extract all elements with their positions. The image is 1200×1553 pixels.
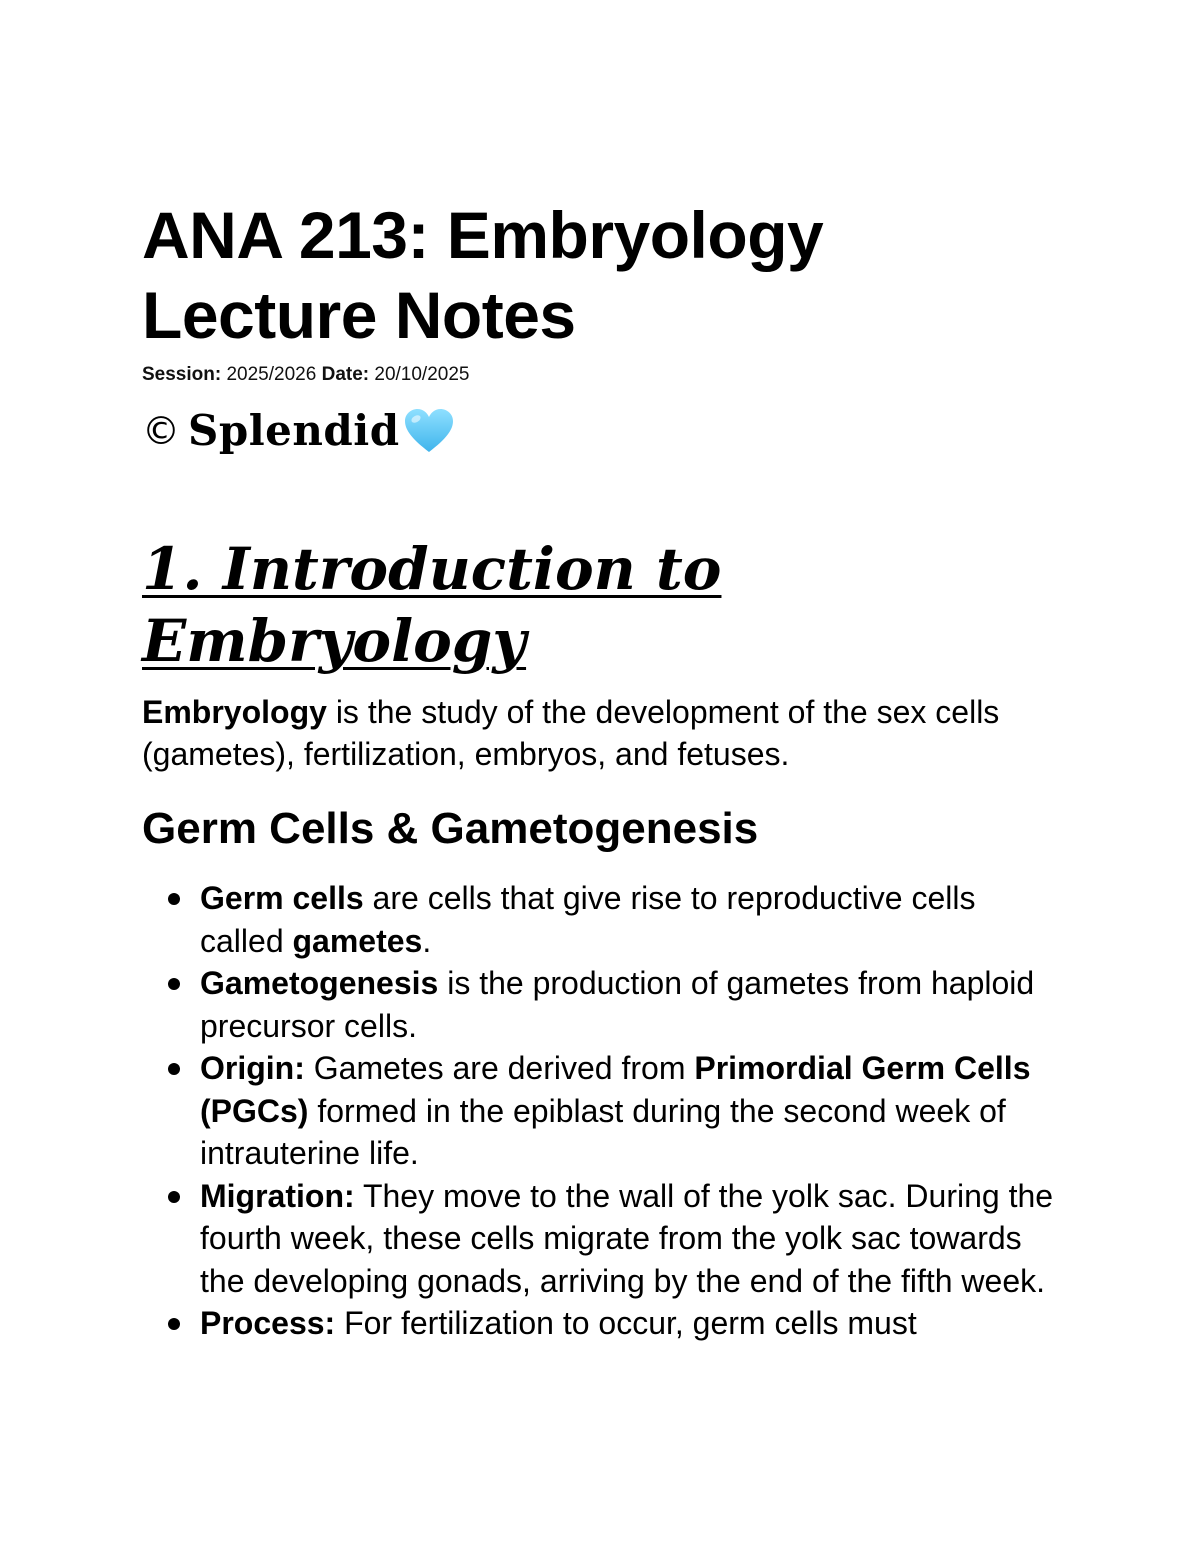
- list-item: [142, 962, 1060, 1047]
- list-item: [142, 1175, 1060, 1303]
- bullet-text: are cells that give rise to reproductive cells called: [200, 880, 976, 959]
- date-value: 20/10/2025: [374, 364, 470, 385]
- session-value: 2025/2026: [226, 364, 317, 385]
- bullet-text: They move to the wall of the yolk sac. During the fourth week, these cells migrate from the yolk sac towards the developing gonads, arriving by the end of the fifth week.: [200, 1177, 1054, 1299]
- bullet-text: For fertilization to occur, germ cells must: [335, 1305, 917, 1341]
- bullet-term: Process:: [200, 1305, 336, 1341]
- bullet-icon: [168, 978, 180, 990]
- definition-text: is the study of the development of the sex cells (gametes), fertilization, embryos, and fetuses.: [142, 694, 1000, 772]
- bullet-text: Gametes are derived from: [304, 1050, 695, 1086]
- light-blue-heart-icon: [402, 406, 456, 456]
- session-date-line: [142, 363, 1072, 387]
- list-item: [142, 1047, 1060, 1175]
- bullet-text: is the production of gametes from haploid precursor cells.: [200, 965, 1035, 1044]
- date-label: Date:: [321, 364, 370, 385]
- bullet-text: formed in the epiblast during the second week of intrauterine life.: [200, 1092, 1006, 1171]
- bullet-term: Primordial Germ Cells (PGCs): [200, 1050, 1031, 1129]
- document-page: [142, 195, 1072, 1345]
- embryology-definition: [142, 691, 1042, 775]
- author-credit: [142, 401, 1072, 461]
- bullet-term: Origin:: [200, 1050, 305, 1086]
- bullet-icon: [168, 1063, 180, 1075]
- bullet-term: Gametogenesis: [200, 965, 439, 1001]
- bullet-icon: [168, 1318, 180, 1330]
- document-title: ANA 213: Embryology Lecture Notes: [142, 198, 824, 352]
- section-heading-introduction: 1. Introduction to Embryology: [142, 535, 722, 675]
- list-item: [142, 877, 1060, 962]
- germ-cells-bullet-list: [142, 877, 1072, 1345]
- bullet-icon: [168, 1191, 180, 1203]
- bullet-text: .: [422, 922, 432, 959]
- bullet-term: gametes: [292, 922, 423, 959]
- session-label: Session:: [142, 364, 222, 385]
- copyright-symbol: ©: [142, 409, 180, 453]
- subheading-germ-cells: Germ Cells & Gametogenesis: [142, 804, 759, 853]
- definition-term: Embryology: [142, 694, 327, 730]
- bullet-term: Migration:: [200, 1177, 355, 1214]
- bullet-icon: [168, 893, 180, 905]
- author-name: Splendid: [188, 406, 400, 455]
- list-item: [142, 1302, 1060, 1345]
- bullet-term: Germ cells: [200, 880, 364, 916]
